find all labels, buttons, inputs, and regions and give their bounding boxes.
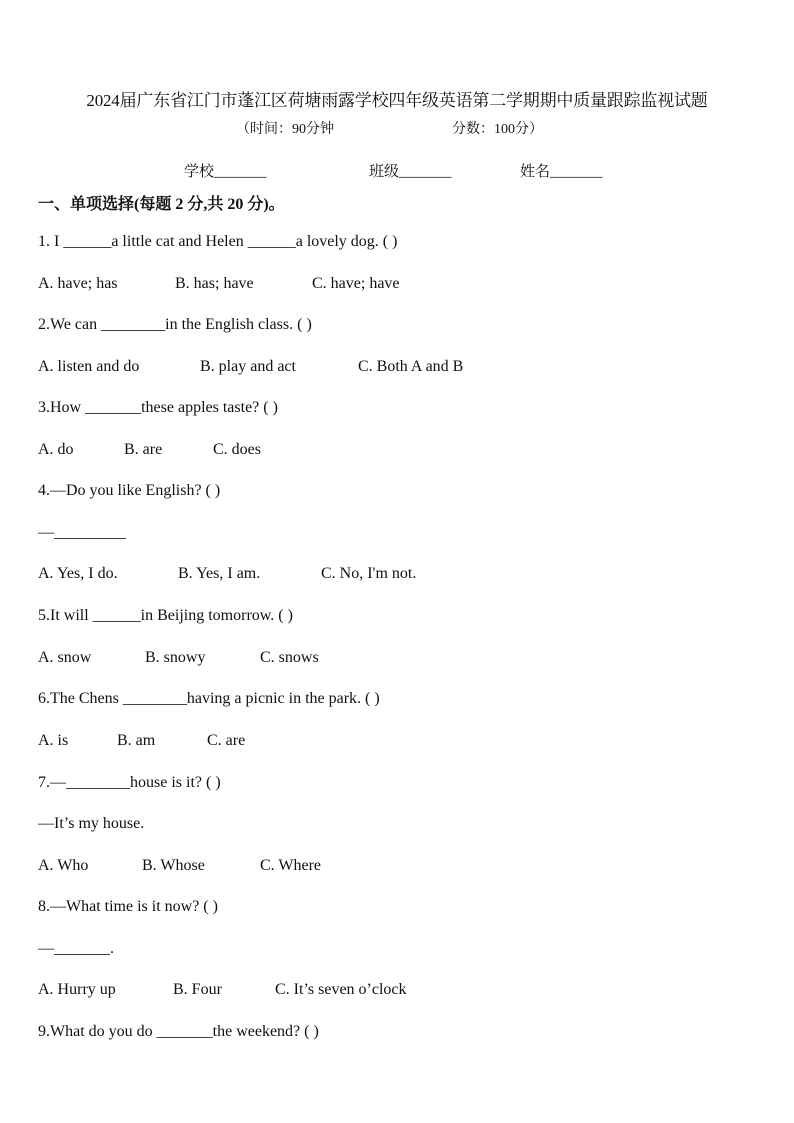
question-stem: 3.How _______these apples taste? ( ) <box>38 399 278 416</box>
option-a: A. do <box>38 441 74 458</box>
section-title: 一、单项选择(每题 2 分,共 20 分)。 <box>38 196 285 213</box>
option-b: B. Yes, I am. <box>178 565 261 582</box>
option-b: B. are <box>124 441 163 458</box>
page-title: 2024届广东省江门市蓬江区荷塘雨露学校四年级英语第二学期期中质量跟踪监视试题 <box>86 91 708 110</box>
class-field: 班级_______ <box>369 164 452 180</box>
question-stem: 6.The Chens ________having a picnic in the park. ( ) <box>38 690 380 707</box>
question-stem: 4.—Do you like English? ( ) <box>38 482 221 499</box>
option-b: B. play and act <box>200 358 296 375</box>
question-stem: 1. I ______a little cat and Helen ______a lovely dog. ( ) <box>38 233 398 250</box>
question-stem: 2.We can ________in the English class. ( ) <box>38 316 312 333</box>
option-a: A. Who <box>38 857 89 874</box>
exam-score: 分数：100分） <box>452 122 543 137</box>
option-b: B. Four <box>173 981 222 998</box>
option-c: C. snows <box>260 649 319 666</box>
option-b: B. has; have <box>175 275 254 292</box>
option-c: C. Both A and B <box>358 358 464 375</box>
question-stem: 5.It will ______in Beijing tomorrow. ( ) <box>38 607 293 624</box>
question-stem: 7.—________house is it? ( ) <box>38 774 221 791</box>
name-field: 姓名_______ <box>520 164 603 180</box>
option-a: A. have; has <box>38 275 118 292</box>
option-c: C. No, I'm not. <box>321 565 417 582</box>
school-field: 学校_______ <box>184 164 267 180</box>
question-stem: 8.—What time is it now? ( ) <box>38 898 218 915</box>
option-c: C. have; have <box>312 275 400 292</box>
option-c: C. are <box>207 732 246 749</box>
option-b: B. snowy <box>145 649 206 666</box>
option-a: A. Yes, I do. <box>38 565 118 582</box>
option-a: A. snow <box>38 649 92 666</box>
exam-time: （时间：90分钟 <box>236 122 334 137</box>
option-a: A. listen and do <box>38 358 140 375</box>
option-a: A. is <box>38 732 69 749</box>
option-b: B. Whose <box>142 857 205 874</box>
option-c: C. Where <box>260 857 322 874</box>
option-c: C. does <box>213 441 261 458</box>
question-reply: —_______. <box>38 940 114 957</box>
option-a: A. Hurry up <box>38 981 116 998</box>
question-stem: 9.What do you do _______the weekend? ( ) <box>38 1023 319 1040</box>
option-c: C. It’s seven o’clock <box>275 981 407 998</box>
option-b: B. am <box>117 732 156 749</box>
question-reply: —_________ <box>38 524 126 541</box>
question-reply: —It’s my house. <box>38 815 145 832</box>
